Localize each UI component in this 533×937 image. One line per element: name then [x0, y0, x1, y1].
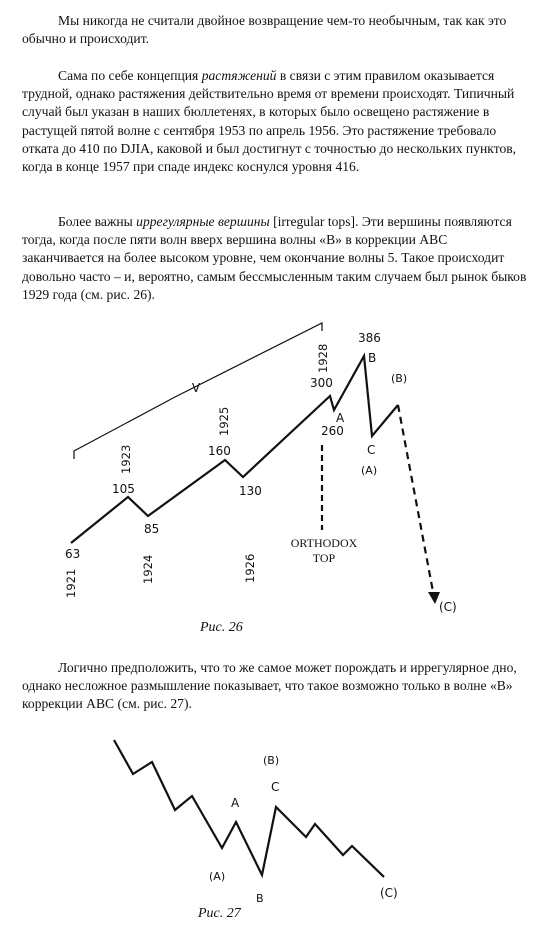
value-85: 85: [144, 522, 160, 536]
wave-label-c-paren: (C): [439, 600, 457, 614]
fig27-label-a-paren: (A): [209, 870, 226, 883]
figure-27-caption: Рис. 27: [198, 906, 241, 921]
value-300: 300: [310, 376, 333, 390]
paragraph-2: [22, 67, 530, 176]
figure-27-chart: [0, 730, 533, 910]
value-160: 160: [208, 444, 231, 458]
value-105: 105: [112, 482, 135, 496]
value-63: 63: [65, 547, 81, 561]
paragraph-1: [22, 12, 530, 48]
orthodox-top-label-line2: TOP: [312, 551, 336, 565]
paragraph-3: [22, 213, 530, 304]
paragraph-4: [22, 659, 530, 714]
year-1928: 1928: [316, 343, 330, 373]
fig27-label-c: C: [271, 780, 280, 794]
wave-c-dashed-line: [398, 405, 434, 597]
value-260: 260: [321, 424, 344, 438]
paragraph-text: Логично предположить, что то же самое может порождать и иррегулярное дно, однако несложное размышление показывает, что такое возможно только в волне «B» коррекции ABC (см. рис. 27).: [22, 660, 517, 712]
italic-term: растяжений: [201, 68, 277, 83]
fig27-label-b-paren: (B): [263, 754, 280, 767]
wave-label-a: A: [336, 411, 345, 425]
paragraph-text: [irregular tops]. Эти вершины появляются тогда, когда после пяти волн вверх вершина волны «B» в коррекции ABC заканчивается на более высоком уровне, чем окончание волны 5. Такое происходит довольно часто – и, вероятно, самым бессмысленным таким случаем был рынок быков 1929 года (см. рис. 26).: [22, 214, 527, 302]
fig27-label-b: B: [256, 892, 264, 905]
wave-label-a-paren: (A): [361, 464, 378, 477]
year-1926: 1926: [243, 553, 257, 583]
value-130: 130: [239, 484, 262, 498]
year-1921: 1921: [64, 568, 78, 598]
wave-five-label: V: [191, 381, 201, 395]
paragraph-text: Сама по себе концепция: [58, 68, 202, 83]
figure-26-chart: [0, 315, 533, 615]
year-1924: 1924: [141, 554, 155, 584]
irregular-bottom-wave-line: [114, 740, 384, 877]
paragraph-text: в связи с этим правилом оказывается трудной, однако растяжения действительно время от времени происходят. Типичный случай был указан в наших бюллетенях, в которых было освещено растяжение в растущей пятой волне с сентября 1953 по апрель 1956. Это растяжение требовало отката до 410 по DJIA, каковой и был достигнут с точностью до нескольких пунктов, когда в конце 1957 при спаде индекс коснулся уровня 416.: [22, 68, 517, 175]
wave-label-c: C: [367, 443, 376, 457]
figure-26-caption: Рис. 26: [200, 620, 243, 635]
wave-label-b: B: [368, 351, 377, 365]
italic-term: иррегулярные вершины: [136, 214, 270, 229]
wave-label-b-paren: (B): [391, 372, 408, 385]
fig27-label-c-paren: (C): [380, 886, 398, 900]
year-1925: 1925: [217, 406, 231, 436]
value-386: 386: [358, 331, 381, 345]
fig27-label-a: A: [231, 796, 240, 810]
paragraph-text: Более важны: [58, 214, 137, 229]
year-1923: 1923: [119, 444, 133, 474]
paragraph-text: Мы никогда не считали двойное возвращение чем-то необычным, так как это обычно и происходит.: [22, 13, 507, 47]
orthodox-top-label-line1: ORTHODOX: [290, 536, 358, 550]
